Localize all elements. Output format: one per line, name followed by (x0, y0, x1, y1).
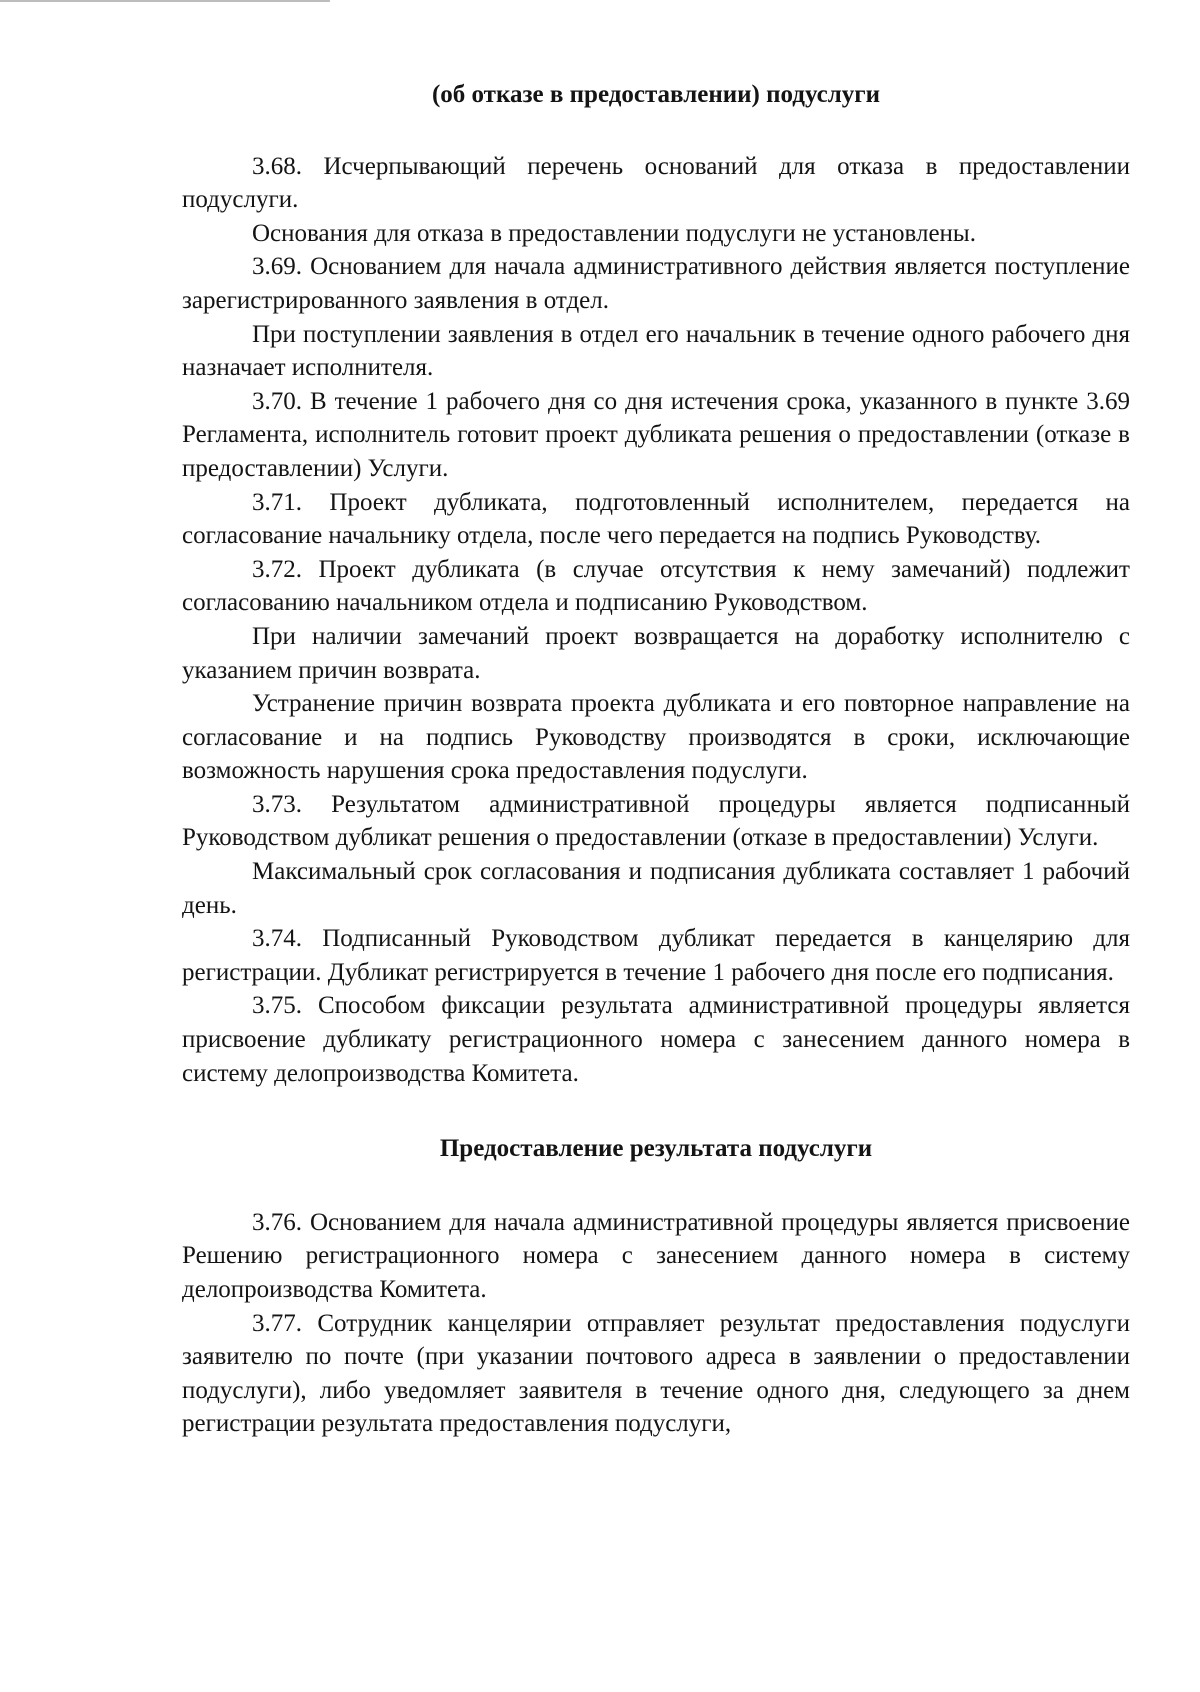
paragraph-3-77: 3.77. Сотрудник канцелярии отправляет результат предоставления подуслуги заявителю по почте (при указании почтового адреса в заявлении о предоставлении подуслуги), либо уведомляет заявителя в течение одного дня, следующего за днем регистрации результата предоставления подуслуги, (182, 1309, 1130, 1438)
subheading: Предоставление результата подуслуги (439, 1135, 873, 1163)
paragraph-max-term: Максимальный срок согласования и подписания дубликата составляет 1 рабочий день. (182, 858, 1130, 919)
section-heading: (об отказе в предоставлении) подуслуги (431, 81, 881, 108)
scan-edge-mark (0, 0, 330, 2)
paragraph-3-76: 3.76. Основанием для начала административной процедуры является присвоение Решению регистрационного номера с занесением данного номера в систему делопроизводства Комитета. (182, 1208, 1130, 1303)
paragraph-no-grounds: Основания для отказа в предоставлении подуслуги не установлены. (252, 219, 976, 247)
paragraph-elimination: Устранение причин возврата проекта дубликата и его повторное направление на согласование и на подпись Руководству производятся в сроки, исключающие возможность нарушения срока предоставления подуслуги. (182, 690, 1130, 785)
paragraph-3-74: 3.74. Подписанный Руководством дубликат передается в канцелярию для регистрации. Дубликат регистрируется в течение 1 рабочего дня после его подписания. (182, 925, 1130, 986)
paragraph-3-69: 3.69. Основанием для начала административного действия является поступление зарегистрированного заявления в отдел. (182, 253, 1130, 314)
paragraph-3-68: 3.68. Исчерпывающий перечень оснований для отказа в предоставлении подуслуги. (182, 152, 1130, 214)
paragraph-3-71: 3.71. Проект дубликата, подготовленный исполнителем, передается на согласование начальнику отдела, после чего передается на подпись Руководству. (182, 488, 1130, 550)
paragraph-3-70: 3.70. В течение 1 рабочего дня со дня истечения срока, указанного в пункте 3.69 Регламента, исполнитель готовит проект дубликата решения о предоставлении (отказе в предоставлении) Услуги. (182, 387, 1130, 482)
paragraph-assign-executor: При поступлении заявления в отдел его начальник в течение одного рабочего дня назначает исполнителя. (182, 320, 1130, 382)
paragraph-3-75: 3.75. Способом фиксации результата административной процедуры является присвоение дубликату регистрационного номера с занесением данного номера в систему делопроизводства Комитета. (182, 992, 1130, 1087)
paragraph-3-72: 3.72. Проект дубликата (в случае отсутствия к нему замечаний) подлежит согласованию начальником отдела и подписанию Руководством. (182, 555, 1130, 617)
paragraph-remarks-return: При наличии замечаний проект возвращается на доработку исполнителю с указанием причин возврата. (182, 622, 1130, 684)
paragraph-3-73: 3.73. Результатом административной процедуры является подписанный Руководством дубликат решения о предоставлении (отказе в предоставлении) Услуги. (182, 790, 1130, 852)
document-page (182, 78, 1130, 1441)
